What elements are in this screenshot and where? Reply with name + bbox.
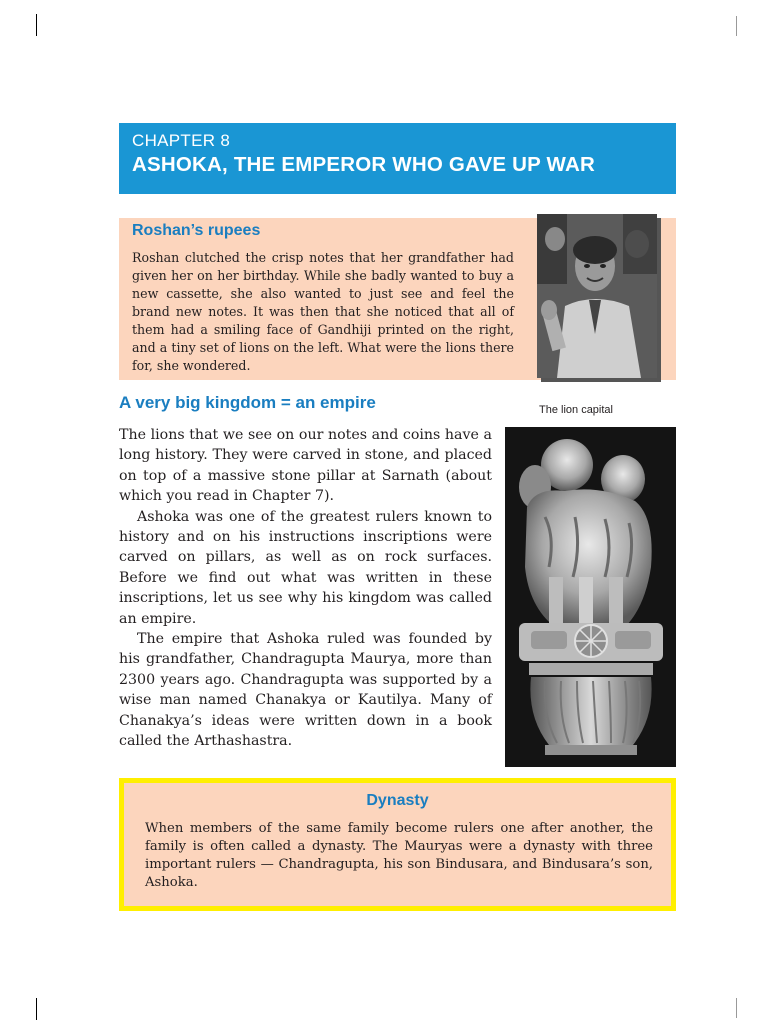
section-paragraph: The empire that Ashoka ruled was founded by his grandfather, Chandragupta Maurya, more than 2300 years ago. Chandragupta was supported by a wise man named Chanakya or Kautilya. Many of Chanakya’s ideas were written down in a book called the Arthashastra. <box>119 631 492 750</box>
dynasty-heading: Dynasty <box>366 792 429 809</box>
story-heading: Roshan’s rupees <box>132 222 261 239</box>
crop-mark-top-left <box>36 14 37 36</box>
section-heading: A very big kingdom = an empire <box>119 393 376 412</box>
lion-capital-photo <box>505 427 676 767</box>
chapter-title: ASHOKA, THE EMPEROR WHO GAVE UP WAR <box>132 153 595 176</box>
dynasty-text: When members of the same family become rulers one after another, the family is often called a dynasty. The Mauryas were a dynasty with three important rulers — Chandragupta, his son Bindusara, and Bindusara’s son, Ashoka. <box>145 821 653 890</box>
section-body <box>119 425 492 752</box>
crop-mark-bottom-left <box>36 998 37 1020</box>
section-paragraph: The lions that we see on our notes and coins have a long history. They were carved in stone, and placed on top of a massive stone pillar at Sarnath (about which you read in Chapter 7). <box>119 427 492 505</box>
crop-mark-bottom-right <box>736 998 737 1018</box>
figure-caption: The lion capital <box>539 404 613 416</box>
chapter-banner <box>119 123 676 194</box>
dynasty-box <box>119 778 676 911</box>
chapter-number: CHAPTER 8 <box>132 131 231 150</box>
section-paragraph: Ashoka was one of the greatest rulers known to history and on his instructions inscriptions were carved on pillars, as well as on rock surfaces. Before we find out what was written in these inscriptions, let us see why his kingdom was called an empire. <box>119 508 492 627</box>
story-text: Roshan clutched the crisp notes that her grandfather had given her on her birthday. While she badly wanted to buy a new cassette, she also wanted to just see and feel the brand new notes. It was then that she noticed that all of them had a smiling face of Gandhiji printed on the right, and a tiny set of lions on the left. What were the lions there for, she wondered. <box>132 250 514 373</box>
dynasty-box-inner <box>124 783 671 906</box>
crop-mark-top-right <box>736 16 737 36</box>
schoolgirl-photo <box>537 214 657 378</box>
